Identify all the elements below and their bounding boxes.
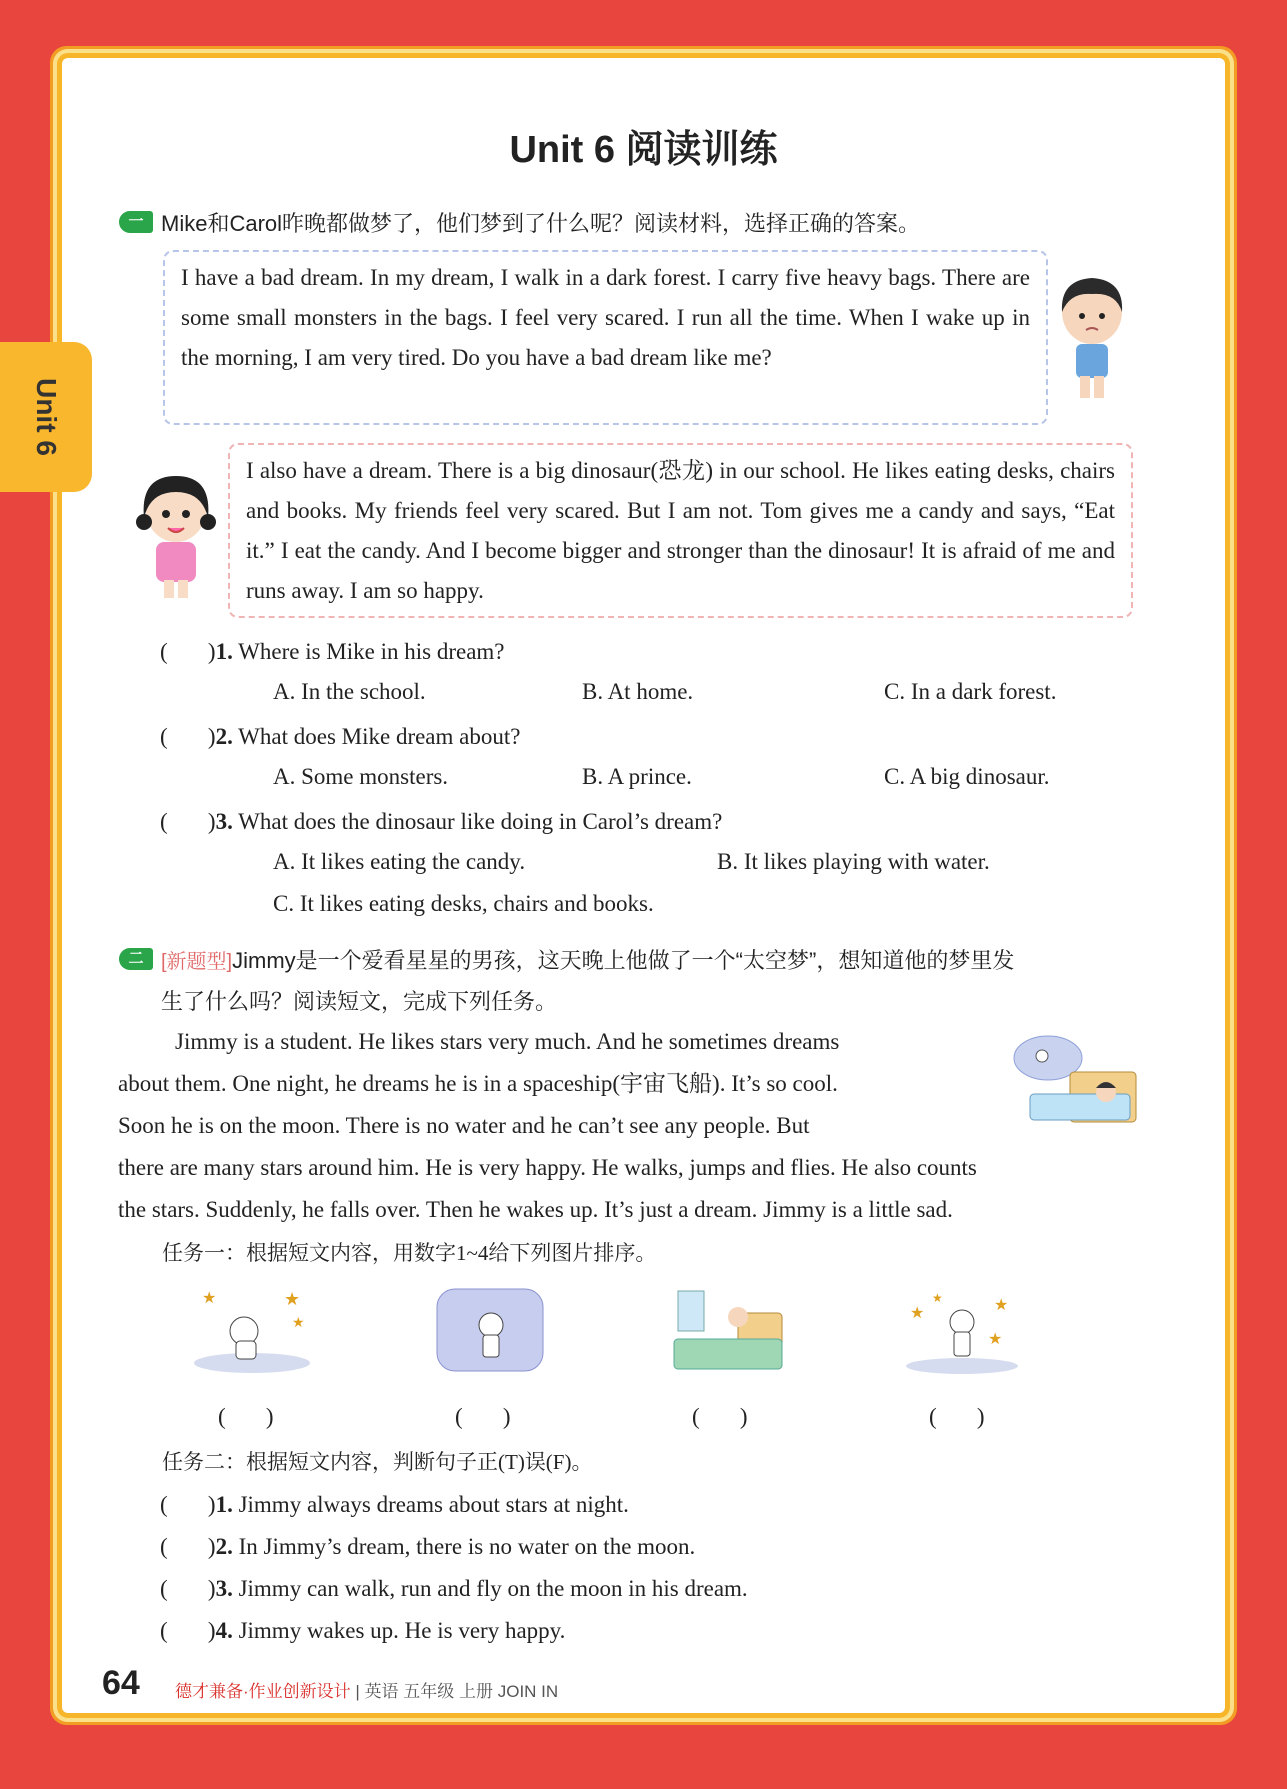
svg-text:★: ★ — [292, 1316, 305, 1331]
new-type-tag: [新题型] — [161, 951, 233, 973]
question-3: ( )3. What does the dinosaur like doing in Carol’s dream? — [160, 809, 723, 834]
picture-spaceship-dream — [435, 1287, 545, 1373]
svg-text:★: ★ — [284, 1289, 301, 1309]
q3-option-b: B. It likes playing with water. — [717, 849, 990, 874]
girl-carol-illustration — [136, 470, 216, 600]
svg-text:★: ★ — [910, 1305, 925, 1322]
answer-blank-picture-3[interactable]: ( ) — [692, 1404, 748, 1429]
passage-line-1: Jimmy is a student. He likes stars very much. And he sometimes dreams — [175, 1029, 840, 1054]
tf-question-2: ( )2. In Jimmy’s dream, there is no water on the moon. — [160, 1534, 696, 1559]
section1-instruction: Mike和Carol昨晚都做梦了，他们梦到了什么呢？阅读材料，选择正确的答案。 — [161, 211, 921, 236]
q1-option-c: C. In a dark forest. — [884, 679, 1057, 704]
q3-option-a: A. It likes eating the candy. — [273, 849, 526, 874]
section1-badge: 一 — [119, 211, 153, 233]
q2-option-b: B. A prince. — [582, 764, 692, 789]
svg-text:★: ★ — [932, 1291, 943, 1305]
unit-side-tab: Unit 6 — [0, 342, 92, 492]
svg-text:★: ★ — [988, 1331, 1003, 1348]
answer-blank-picture-2[interactable]: ( ) — [455, 1404, 511, 1429]
passage-carol: I also have a dream. There is a big dinosaur(恐龙) in our school. He likes eating desks, chairs and books. My friends feel very scared. But I am not. Tom gives me a candy and says, “Eat it.” I eat the candy. And I become bigger and stronger than the dinosaur! It is afraid of me and runs away. I am so happy. — [228, 443, 1133, 618]
passage-line-5: the stars. Suddenly, he falls over. Then he wakes up. It’s just a dream. Jimmy is a little sad. — [118, 1197, 953, 1222]
passage-line-3: Soon he is on the moon. There is no water and he can’t see any people. But — [118, 1113, 810, 1138]
page-title: Unit 6 阅读训练 — [509, 129, 778, 171]
tf-question-3: ( )3. Jimmy can walk, run and fly on the moon in his dream. — [160, 1576, 748, 1601]
section2-instruction-line2: 生了什么吗？阅读短文，完成下列任务。 — [161, 989, 558, 1014]
passage-line-4: there are many stars around him. He is very happy. He walks, jumps and flies. He also counts — [118, 1155, 977, 1180]
footer-series: 德才兼备·作业创新设计 | 英语 五年级 上册 JOIN IN — [175, 1682, 559, 1701]
q2-option-c: C. A big dinosaur. — [884, 764, 1050, 789]
svg-text:★: ★ — [994, 1297, 1009, 1314]
passage-line-2: about them. One night, he dreams he is in a spaceship(宇宙飞船). It’s so cool. — [118, 1071, 838, 1096]
q3-option-c: C. It likes eating desks, chairs and books. — [273, 891, 654, 916]
answer-blank-picture-4[interactable]: ( ) — [929, 1404, 985, 1429]
section2-badge: 二 — [119, 948, 153, 970]
page-number: 64 — [102, 1664, 140, 1702]
question-2: ( )2. What does Mike dream about? — [160, 724, 521, 749]
q2-option-a: A. Some monsters. — [273, 764, 449, 789]
section2-instruction: [新题型]Jimmy是一个爱看星星的男孩，这天晚上他做了一个“太空梦”，想知道他的梦里发 — [161, 948, 1015, 973]
q1-option-a: A. In the school. — [273, 679, 426, 704]
tf-question-1: ( )1. Jimmy always dreams about stars at night. — [160, 1492, 629, 1517]
q1-option-b: B. At home. — [582, 679, 694, 704]
passage-mike: I have a bad dream. In my dream, I walk in a dark forest. I carry five heavy bags. There are some small monsters in the bags. I feel very scared. I run all the time. When I wake up in the morning, I am very tired. Do you have a bad dream like me? — [163, 250, 1048, 425]
sleeping-boy-illustration — [1010, 1032, 1146, 1132]
answer-blank-picture-1[interactable]: ( ) — [218, 1404, 274, 1429]
tf-question-4: ( )4. Jimmy wakes up. He is very happy. — [160, 1618, 566, 1643]
question-1: ( )1. Where is Mike in his dream? — [160, 639, 505, 664]
picture-astronaut-stars — [902, 1288, 1022, 1374]
svg-text:★: ★ — [202, 1290, 217, 1307]
picture-astronaut-on-moon — [192, 1283, 312, 1373]
task2-instruction: 任务二：根据短文内容，判断句子正(T)误(F)。 — [162, 1450, 593, 1474]
task1-instruction: 任务一：根据短文内容，用数字1~4给下列图片排序。 — [162, 1241, 657, 1265]
picture-waking-in-bed — [668, 1283, 786, 1373]
boy-mike-illustration — [1052, 272, 1132, 402]
